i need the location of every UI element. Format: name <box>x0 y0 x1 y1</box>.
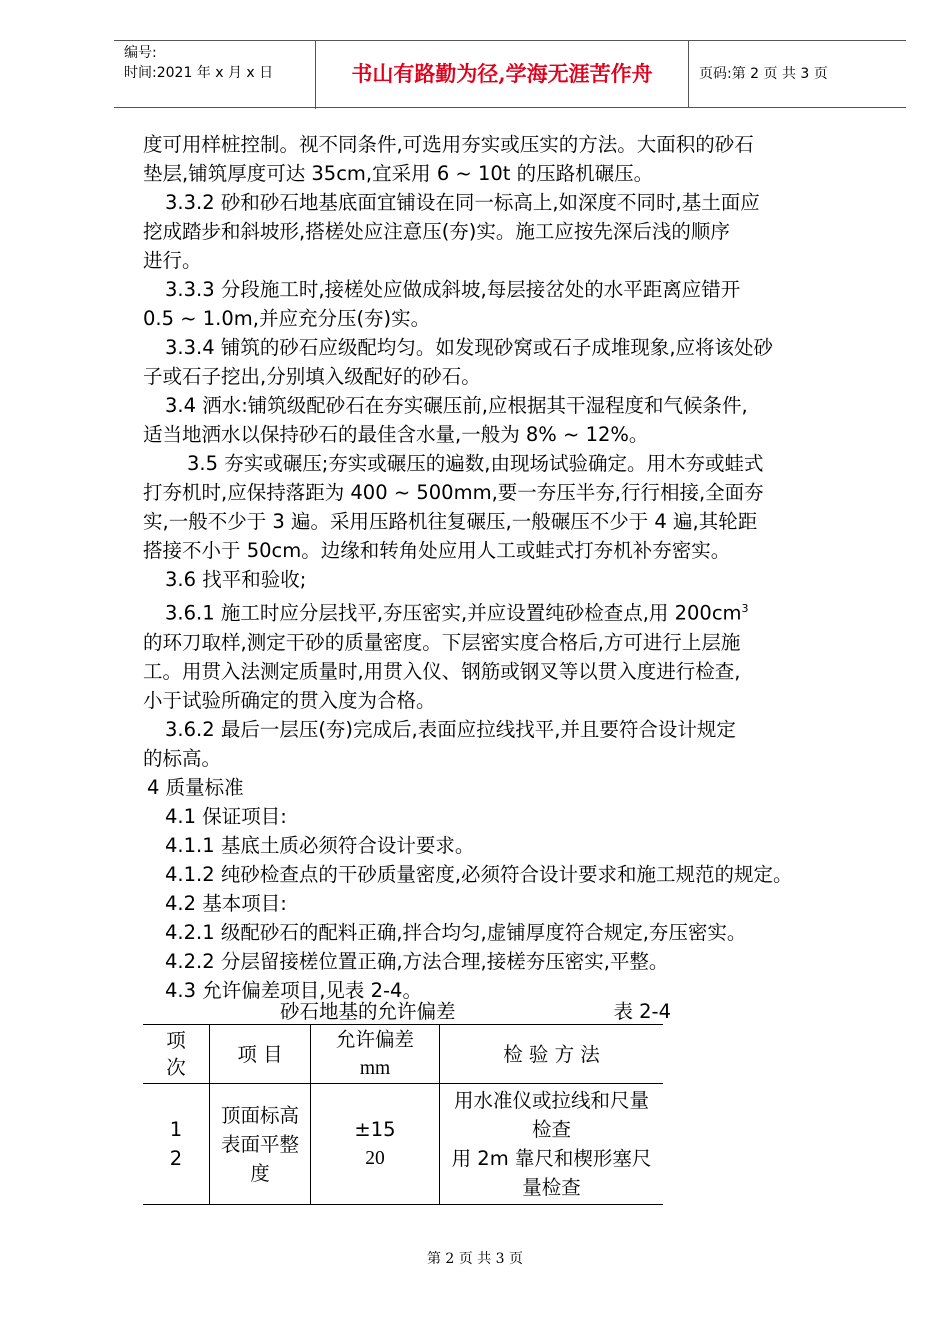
paragraph-line: 4.1.1 基底土质必须符合设计要求。 <box>165 833 475 857</box>
header-motto: 书山有路勤为径,学海无涯苦作舟 <box>316 41 689 107</box>
table-row <box>143 1084 663 1205</box>
cell-tolerance: ±15 20 <box>311 1084 440 1205</box>
paragraph-line: 3.4 洒水:铺筑级配砂石在夯实碾压前,应根据其干湿程度和气候条件, <box>165 394 748 417</box>
paragraph-line: 子或石子挖出,分别填入级配好的砂石。 <box>143 365 481 388</box>
header-info-cell <box>114 41 316 109</box>
paragraph-line: 4.3 允许偏差项目,见表 2-4。 <box>165 978 422 1002</box>
section-heading: 4 质量标准 <box>147 775 244 799</box>
header-method: 检 验 方 法 <box>440 1025 664 1084</box>
paragraph-line: 度可用样桩控制。视不同条件,可选用夯实或压实的方法。大面积的砂石 <box>143 133 754 156</box>
paragraph-line: 4.2.2 分层留接槎位置正确,方法合理,接槎夯压密实,平整。 <box>165 949 669 973</box>
paragraph-line: 的环刀取样,测定干砂的质量密度。下层密实度合格后,方可进行上层施 <box>143 630 741 654</box>
table-caption <box>143 996 671 1024</box>
page-footer: 第 2 页 共 3 页 <box>426 1251 524 1267</box>
paragraph-line: 适当地洒水以保持砂石的最佳含水量,一般为 8% ~ 12%。 <box>143 423 649 446</box>
paragraph-line: 4.2.1 级配砂石的配料正确,拌合均匀,虚铺厚度符合规定,夯压密实。 <box>165 920 747 944</box>
table-header-row <box>143 1025 663 1084</box>
document-body <box>143 130 888 1005</box>
paragraph-line: 进行。 <box>143 249 202 272</box>
paragraph-line: 搭接不小于 50cm。边缘和转角处应用人工或蛙式打夯机补夯密实。 <box>143 539 731 562</box>
cell-no: 1 2 <box>169 1118 183 1170</box>
header-page-label: 页码:第 2 页 共 3 页 <box>699 66 828 82</box>
paragraph-line: 4.2 基本项目: <box>165 891 287 915</box>
tolerance-table <box>143 1024 663 1205</box>
paragraph-line: 小于试验所确定的贯入度为合格。 <box>143 688 436 712</box>
page-header <box>114 40 906 108</box>
paragraph-line: 垫层,铺筑厚度可达 35cm,宜采用 6 ~ 10t 的压路机碾压。 <box>143 162 654 185</box>
paragraph-line: 3.3.3 分段施工时,接槎处应做成斜坡,每层接岔处的水平距离应错开 <box>165 278 741 301</box>
paragraph-line: 3.6.2 最后一层压(夯)完成后,表面应拉线找平,并且要符合设计规定 <box>165 717 736 741</box>
paragraph-line: 3.3.2 砂和砂石地基底面宜铺设在同一标高上,如深度不同时,基土面应 <box>165 191 760 214</box>
paragraph-line: 3.6 找平和验收; <box>165 568 307 591</box>
paragraph-line: 4.1 保证项目: <box>165 804 287 828</box>
header-item: 项 目 <box>210 1025 311 1084</box>
paragraph-line: 工。用贯入法测定质量时,用贯入仪、钢筋或钢叉等以贯入度进行检查, <box>143 659 741 683</box>
paragraph-line: 3.3.4 铺筑的砂石应级配均匀。如发现砂窝或石子成堆现象,应将该处砂 <box>165 336 774 359</box>
paragraph-text: 3.6.1 施工时应分层找平,夯压密实,并应设置纯砂检查点,用 200cm <box>165 601 742 625</box>
header-item-no: 项次 <box>166 1029 186 1079</box>
table-title: 砂石地基的允许偏差 <box>280 1000 456 1023</box>
paragraph-line <box>143 594 888 628</box>
paragraph-line: 挖成踏步和斜坡形,搭槎处应注意压(夯)实。施工应按先深后浅的顺序 <box>143 220 730 243</box>
paragraph-line: 打夯机时,应保持落距为 400 ~ 500mm,要一夯压半夯,行行相接,全面夯 <box>143 481 764 504</box>
table-number: 表 2-4 <box>613 1000 671 1023</box>
header-number-label: 编号: <box>124 45 157 61</box>
header-tolerance: 允许偏差 mm <box>311 1025 440 1084</box>
paragraph-line: 3.5 夯实或碾压;夯实或碾压的遍数,由现场试验确定。用木夯或蛙式 <box>187 452 764 475</box>
cell-method: 用水准仪或拉线和尺量检查 用 2m 靠尺和楔形塞尺量检查 <box>440 1084 664 1205</box>
header-time-label: 时间:2021 年 x 月 x 日 <box>124 65 274 81</box>
paragraph-line: 的标高。 <box>143 746 222 770</box>
superscript: 3 <box>741 602 749 615</box>
paragraph-line: 实,一般不少于 3 遍。采用压路机往复碾压,一般碾压不少于 4 遍,其轮距 <box>143 510 758 533</box>
paragraph-line: 4.1.2 纯砂检查点的干砂质量密度,必须符合设计要求和施工规范的规定。 <box>165 862 793 886</box>
cell-item: 顶面标高 表面平整度 <box>210 1084 311 1205</box>
paragraph-line: 0.5 ~ 1.0m,并应充分压(夯)实。 <box>143 307 431 330</box>
